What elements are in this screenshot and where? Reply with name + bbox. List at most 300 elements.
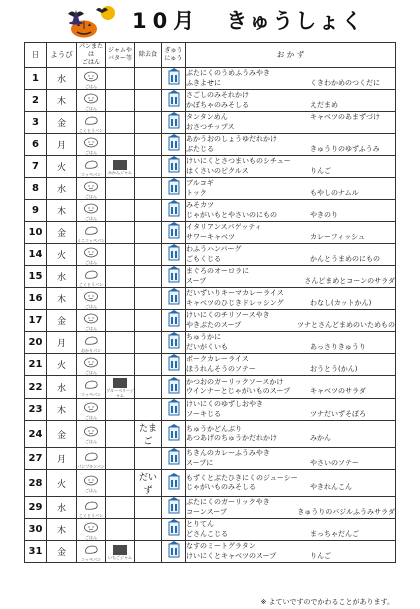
allergy-cell [135,156,162,178]
table-row [25,376,396,399]
table-row [25,497,396,519]
day-cell: 9 [25,200,47,222]
bread-icon [83,379,99,390]
jam-icon [113,160,127,170]
bread-label: こくとうパン [79,512,103,518]
dish-main: おさつチップス [186,122,235,131]
weekday-cell: 火 [47,156,77,178]
day-cell: 14 [25,244,47,266]
milk-carton-icon [167,497,181,514]
milk-carton-icon [167,112,181,129]
dish-line [186,542,395,552]
bread-icon [83,225,99,236]
dish-line [186,498,395,508]
dish-line [186,91,395,101]
dishes-cell [186,244,396,266]
milk-cell [162,112,186,134]
rice-bowl-icon [83,426,99,437]
bread-cell [77,156,106,178]
day-cell: 28 [25,470,47,497]
dish-line [186,474,395,484]
weekday-cell: 月 [47,332,77,354]
month-label: 10月 [132,9,201,33]
bread-label: ごはん [85,215,97,221]
milk-cell [162,156,186,178]
milk-cell [162,399,186,421]
dish-main: どさんこじる [186,529,228,538]
bread-icon [83,159,99,170]
dish-main: サワーキャベツ [186,232,235,241]
weekday-cell: 月 [47,448,77,470]
jam-cell [106,376,135,399]
bread-label: ミニコッペパン [77,237,105,243]
dishes-cell [186,519,396,541]
dish-main: ほうれんそうのソテー [186,364,256,373]
bread-label: ごはん [85,259,97,265]
jam-cell [106,519,135,541]
dishes-cell [186,90,396,112]
day-cell: 15 [25,266,47,288]
bread-label: おかりパン [81,347,101,353]
table-row [25,541,396,563]
milk-cell [162,266,186,288]
milk-cell [162,497,186,519]
weekday-cell: 水 [47,68,77,90]
bread-label: コッペパン [81,392,101,397]
bread-icon [83,115,99,126]
dish-side: あっさりきゅうり [310,342,366,351]
rice-bowl-icon [83,291,99,302]
milk-cell [162,90,186,112]
allergy-cell [135,178,162,200]
rice-bowl-icon [83,313,99,324]
dish-main: ふきよせに [186,78,221,87]
dish-main: あつあげのちゅうかだれかけ [186,434,277,442]
dishes-cell [186,288,396,310]
dish-main: タンタンめん [186,113,228,121]
dishes-cell [186,266,396,288]
dish-side [310,69,395,79]
dish-main: ごもくじる [186,254,221,263]
day-cell: 2 [25,90,47,112]
dishes-cell [186,421,396,448]
bread-cell [77,200,106,222]
bread-cell [77,541,106,563]
table-row [25,310,396,332]
dishes-cell [186,156,396,178]
day-cell: 23 [25,399,47,421]
dish-main: かぼちゃのみそしる [186,100,249,109]
dish-side [310,157,395,167]
allergy-cell [135,519,162,541]
dish-line [186,79,395,89]
bread-icon [83,451,99,462]
dish-main: とりてん [186,520,214,528]
allergy-cell [135,310,162,332]
jam-cell [106,497,135,519]
page-title [132,5,364,35]
col-header-dishes: お か ず [186,43,396,68]
dish-line [186,223,395,233]
milk-cell [162,134,186,156]
dish-main: だいずいりキーマカレーライス [186,289,284,297]
day-cell: 29 [25,497,47,519]
dish-line [186,311,395,321]
dish-main: わふうハンバーグ [186,245,242,253]
dish-line [186,434,395,444]
dish-line [186,343,395,353]
milk-cell [162,68,186,90]
jam-cell [106,354,135,376]
allergy-cell: だいず [135,470,162,497]
dish-line [186,321,395,331]
table-row [25,68,396,90]
jam-cell [106,288,135,310]
rice-bowl-icon [83,137,99,148]
allergy-cell [135,541,162,563]
milk-carton-icon [167,178,181,195]
dish-side [310,498,395,508]
day-cell: 21 [25,354,47,376]
weekday-cell: 金 [47,310,77,332]
bread-label: コッペパン [81,556,101,562]
dish-side [310,311,395,321]
dish-main: もずくとぶたひきにくのジューシー [186,473,298,482]
milk-cell [162,470,186,497]
dish-line [186,201,395,211]
weekday-cell: 火 [47,244,77,266]
day-cell: 3 [25,112,47,134]
dish-line [186,387,395,397]
bread-cell [77,134,106,156]
milk-cell [162,519,186,541]
dish-line [186,425,395,435]
jam-label: いちごジャム [108,555,132,560]
allergy-cell [135,497,162,519]
milk-cell [162,222,186,244]
weekday-cell: 水 [47,376,77,399]
bread-label: ごはん [85,369,97,375]
allergy-cell [135,332,162,354]
dish-main: ポークカレーライス [186,355,249,363]
dishes-cell [186,200,396,222]
dish-line [186,145,395,155]
dish-line [186,459,395,469]
day-cell: 30 [25,519,47,541]
jam-cell [106,448,135,470]
dishes-cell [186,541,396,563]
bread-icon [83,269,99,280]
jam-cell [106,222,135,244]
jam-cell [106,178,135,200]
dish-line [186,378,395,388]
dish-main: じゃがいものみそしる [186,483,256,491]
milk-carton-icon [167,541,181,558]
jam-cell [106,134,135,156]
bread-label: ごはん [85,439,97,444]
table-row [25,354,396,376]
dish-main: ブルコギ [186,179,214,187]
table-row [25,244,396,266]
jam-cell [106,399,135,421]
allergy-cell [135,134,162,156]
day-cell: 8 [25,178,47,200]
weekday-cell: 水 [47,178,77,200]
dish-side: くきわかめのつくだに [310,78,380,87]
col-header-bread: パンまたは ごはん [77,43,106,68]
dish-line [186,189,395,199]
dish-line [186,355,395,365]
dish-main: スープに [186,458,214,467]
bread-cell [77,90,106,112]
dish-side [310,223,395,233]
table-row [25,332,396,354]
dish-main: まぐろのオーロラに [186,267,249,275]
day-cell: 7 [25,156,47,178]
weekday-cell: 金 [47,112,77,134]
jam-cell [106,310,135,332]
jam-cell [106,541,135,563]
title-label: きゅうしょく [226,9,365,33]
rice-bowl-icon [83,522,99,533]
table-row [25,134,396,156]
bread-label: ごはん [85,303,97,309]
dish-line [186,123,395,133]
col-header-milk: ぎゅう にゅう [162,43,186,68]
milk-carton-icon [167,244,181,261]
dish-side [310,400,395,410]
dish-line [186,255,395,265]
dishes-cell [186,448,396,470]
milk-cell [162,200,186,222]
table-row [25,178,396,200]
bread-label: ごはん [85,83,97,89]
day-cell: 10 [25,222,47,244]
col-header-jam: ジャムや バター等 [106,43,135,68]
dishes-cell [186,178,396,200]
weekday-cell: 水 [47,497,77,519]
dish-main: さごしのみそれかけ [186,91,249,99]
allergy-cell [135,68,162,90]
dish-side [310,245,395,255]
milk-carton-icon [167,332,181,349]
jam-icon [113,378,127,388]
dish-main: やきぶたのスープ [186,320,242,329]
jam-icon [113,545,127,555]
weekday-cell: 木 [47,519,77,541]
dish-side [310,333,395,343]
dish-main: かつおのガーリックソースかけ [186,377,284,386]
bread-cell [77,266,106,288]
table-row [25,222,396,244]
dish-main: イタリアンスパゲッティ [186,223,262,231]
milk-cell [162,448,186,470]
bread-cell [77,68,106,90]
bread-label: こくとうパン [79,127,103,133]
milk-carton-icon [167,448,181,465]
dish-main: あかうおのしょうゆだれかけ [186,135,277,143]
milk-carton-icon [167,134,181,151]
day-cell: 17 [25,310,47,332]
allergy-cell [135,112,162,134]
dish-main: けいにくとさつまいものシチュー [186,157,291,165]
dish-side: カレーフィッシュ [310,232,365,241]
day-cell: 27 [25,448,47,470]
bread-label: ごはん [85,414,97,420]
dish-side [310,91,395,101]
jam-label: ブルーベリージャム [106,388,134,398]
weekday-cell: 月 [47,134,77,156]
weekday-cell: 木 [47,200,77,222]
dish-side: もやしのナムル [310,188,359,197]
menu-table-body [25,68,396,563]
bread-label: ごはん [85,105,97,111]
dish-line [186,69,395,79]
bread-label: パンプキンパン [77,463,105,469]
milk-carton-icon [167,90,181,107]
dish-side: きゅうりのバジルふうみサラダ [297,507,395,516]
dish-side: やきのり [310,210,338,219]
milk-carton-icon [167,288,181,305]
table-row [25,421,396,448]
jam-cell [106,470,135,497]
dish-side: りんご [310,551,331,560]
jam-cell [106,266,135,288]
table-row [25,399,396,421]
jam-cell [106,332,135,354]
allergy-cell [135,448,162,470]
table-row [25,519,396,541]
dish-main: トック [186,188,207,197]
dishes-cell [186,399,396,421]
bread-cell [77,497,106,519]
dish-side: りんご [310,166,331,175]
bread-icon [83,335,99,346]
dish-main: だいがくいも [186,342,228,351]
bread-label: ごはん [85,325,97,331]
bread-cell [77,332,106,354]
day-cell: 20 [25,332,47,354]
dish-main: ぶたにくのうめふうみやき [186,69,270,77]
milk-carton-icon [167,266,181,283]
dish-main: ちゅうかどんぶり [186,424,242,433]
allergy-cell [135,376,162,399]
bread-cell [77,178,106,200]
day-cell: 31 [25,541,47,563]
table-header-row [25,43,396,68]
dish-line [186,365,395,375]
dish-line [186,167,395,177]
dish-main: キャベツのひじきドレッシング [186,298,284,307]
weekday-cell: 火 [47,470,77,497]
rice-bowl-icon [83,93,99,104]
dishes-cell [186,376,396,399]
dish-side [310,201,395,211]
bread-cell [77,448,106,470]
bread-cell [77,288,106,310]
weekday-cell: 木 [47,399,77,421]
dish-line [186,483,395,493]
allergy-cell [135,90,162,112]
dishes-cell [186,68,396,90]
dish-main: ぶたにくのガーリックやき [186,498,270,506]
day-cell: 22 [25,376,47,399]
allergy-cell [135,288,162,310]
day-cell: 24 [25,421,47,448]
dish-line [186,211,395,221]
footer-note: ※ よていですのでかわることがあります。 [260,598,394,606]
dish-line [186,530,395,540]
milk-carton-icon [167,68,181,85]
bread-label: ごはん [85,193,97,199]
milk-cell [162,376,186,399]
dish-side [310,135,395,145]
weekday-cell: 金 [47,222,77,244]
dish-side [310,378,395,388]
milk-cell [162,421,186,448]
milk-carton-icon [167,424,181,441]
jam-cell [106,90,135,112]
table-row [25,112,396,134]
dish-side: キャベツのサラダ [310,387,366,395]
dish-side: キャベツのあまずづけ [310,113,380,121]
jam-cell [106,156,135,178]
milk-carton-icon [167,399,181,416]
dish-main: ちきんのカレーふうみやき [186,449,270,457]
table-row [25,90,396,112]
dish-main: けいにくのチリソースやき [186,311,270,319]
dish-side [310,267,395,277]
milk-carton-icon [167,473,181,490]
milk-carton-icon [167,310,181,327]
table-row [25,448,396,470]
dish-side [310,520,395,530]
dish-main: けいにくとキャベツのスープ [186,551,277,560]
weekday-cell: 金 [47,421,77,448]
allergy-cell [135,399,162,421]
dish-side [310,289,395,299]
dish-line [186,135,395,145]
bread-label: ごはん [85,534,97,540]
milk-cell [162,541,186,563]
dish-side: かんとうまめのにもの [310,254,380,263]
allergy-cell [135,200,162,222]
jam-cell [106,200,135,222]
page-header [0,0,420,42]
rice-bowl-icon [83,71,99,82]
allergy-cell: たまご [135,421,162,448]
lunch-menu-table [24,42,396,563]
dish-main: はくさいのピクルス [186,166,249,175]
bread-cell [77,399,106,421]
dish-line [186,410,395,420]
dish-side [310,425,395,435]
dish-side: やきれんこん [310,483,352,491]
dish-line [186,157,395,167]
dish-line [186,508,395,518]
bread-cell [77,354,106,376]
rice-bowl-icon [83,247,99,258]
bread-label: ごはん [85,149,97,155]
milk-carton-icon [167,200,181,217]
dish-main: ちゅうかに [186,333,221,341]
rice-bowl-icon [83,203,99,214]
rice-bowl-icon [83,475,99,486]
dishes-cell [186,470,396,497]
weekday-cell: 火 [47,354,77,376]
milk-cell [162,332,186,354]
table-row [25,156,396,178]
